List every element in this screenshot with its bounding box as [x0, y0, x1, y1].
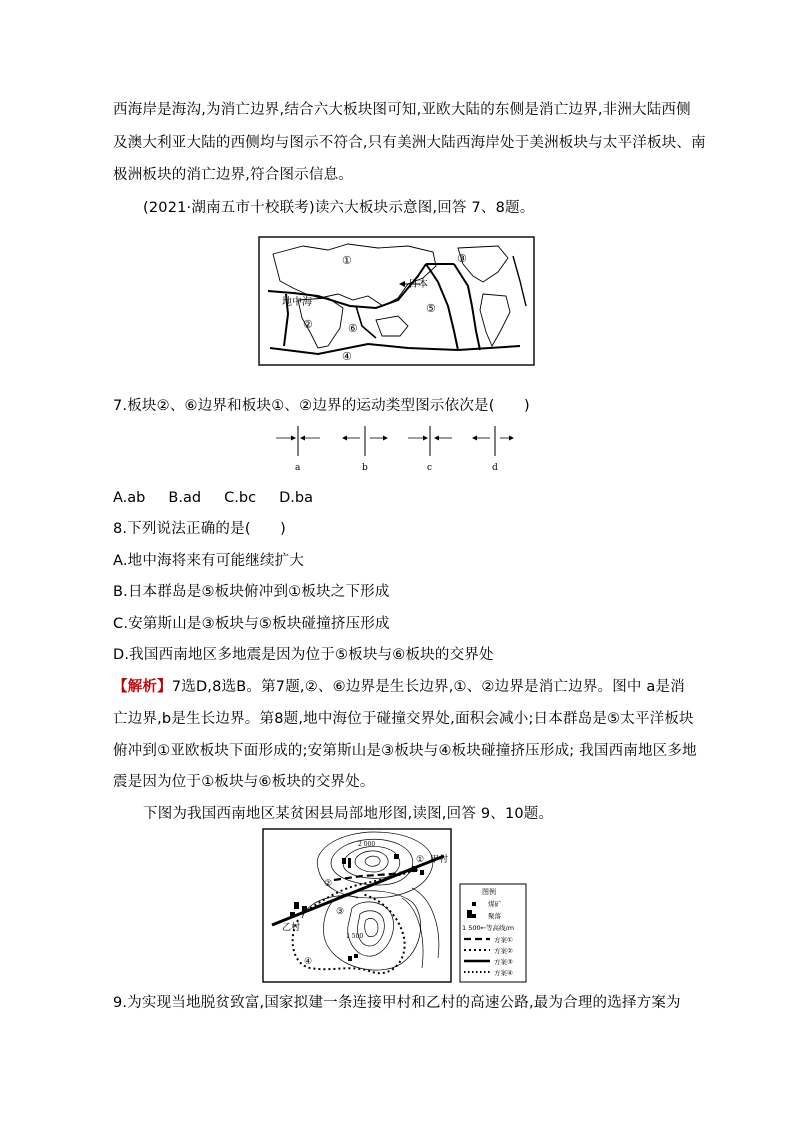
legend-scheme-2: 方案② — [494, 947, 513, 955]
route-marker-2: ② — [324, 879, 333, 889]
intro-line-1: 西海岸是海沟,为消亡边界,结合六大板块图可知,亚欧大陆的东侧是消亡边界,非洲大陆西侧 — [113, 102, 691, 118]
intro-line-3: 极洲板块的消亡边界,符合图示信息。 — [113, 167, 354, 183]
route-marker-3: ③ — [336, 907, 345, 917]
q8-option-a[interactable]: A.地中海将来有可能继续扩大 — [113, 553, 305, 569]
q7-option-d[interactable]: D.ba — [279, 490, 313, 506]
topographic-map — [262, 828, 532, 984]
six-plates-map — [258, 236, 535, 366]
q8-stem: 8.下列说法正确的是( ) — [113, 521, 286, 537]
q8-option-c[interactable]: C.安第斯山是③板块与⑤板块碰撞挤压形成 — [113, 616, 390, 632]
analysis-line-3: 俯冲到①亚欧板块下面形成的;安第斯山是③板块与④板块碰撞挤压形成; 我国西南地区多地 — [113, 743, 697, 759]
plate-3-label: ③ — [457, 252, 467, 265]
analysis-line-1 — [113, 677, 685, 697]
q8-option-d[interactable]: D.我国西南地区多地震是因为位于⑤板块与⑥板块的交界处 — [113, 647, 494, 663]
legend-scheme-3: 方案③ — [494, 958, 513, 966]
legend — [460, 884, 526, 982]
q8-option-b[interactable]: B.日本群岛是⑤板块俯冲到①板块之下形成 — [113, 584, 390, 600]
diagram-b — [342, 426, 388, 473]
plate-5-label: ⑤ — [426, 302, 436, 315]
legend-scheme-1: 方案① — [494, 936, 513, 944]
diagram-d — [472, 426, 514, 473]
boundary-motion-diagrams — [270, 424, 515, 474]
legend-coal: 煤矿 — [488, 900, 501, 908]
diagram-c — [408, 426, 452, 473]
japan-label: 日本 — [408, 279, 428, 290]
plate-1-label: ① — [342, 254, 352, 267]
q910-intro: 下图为我国西南地区某贫困县局部地形图,读图,回答 9、10题。 — [143, 806, 554, 822]
legend-title: 图例 — [482, 888, 496, 896]
analysis-text-1: 7选D,8选B。第7题,②、⑥边界是生长边界,①、②边界是消亡边界。图中 a是消 — [171, 679, 685, 695]
diagram-a — [276, 426, 320, 473]
analysis-line-4: 震是因为位于①板块与⑥板块的交界处。 — [113, 774, 375, 790]
analysis-tag: 【解析】 — [113, 679, 172, 695]
analysis-line-2: 亡边界,b是生长边界。第8题,地中海位于碰撞交界处,面积会减小;日本群岛是⑤太平洋板块 — [113, 711, 694, 727]
contour-label-2000: 2 000 — [358, 841, 376, 848]
village-yi-label: 乙村 — [282, 923, 301, 933]
q9-stem: 9.为实现当地脱贫致富,国家拟建一条连接甲村和乙村的高速公路,最为合理的选择方案为 — [113, 995, 681, 1011]
q7-options — [113, 488, 313, 508]
q7-option-b[interactable]: B.ad — [168, 490, 202, 506]
label-d: d — [492, 463, 498, 473]
route-marker-4: ④ — [304, 957, 313, 967]
contour-label-1500: 1 500 — [346, 933, 364, 940]
legend-contour: 1 500←等高线/m — [462, 924, 515, 932]
q7-stem: 7.板块②、⑥边界和板块①、②边界的运动类型图示依次是( ) — [113, 398, 530, 414]
route-marker-1: ① — [416, 855, 425, 865]
label-a: a — [295, 463, 301, 473]
label-b: b — [362, 463, 368, 473]
mediterranean-label: 地中海 — [282, 297, 312, 308]
village-jia-label: 甲村 — [430, 855, 449, 865]
q7-option-c[interactable]: C.bc — [224, 490, 257, 506]
plate-4-label: ④ — [342, 350, 352, 363]
intro-line-2: 及澳大利亚大陆的西侧均与图示不符合,只有美洲大陆西海岸处于美洲板块与太平洋板块、南 — [113, 135, 706, 151]
q78-intro: (2021·湖南五市十校联考)读六大板块示意图,回答 7、8题。 — [143, 200, 535, 216]
plate-2-label: ② — [303, 318, 313, 331]
plate-6-label: ⑥ — [348, 322, 358, 335]
legend-settlement: 聚落 — [488, 912, 501, 920]
label-c: c — [427, 463, 433, 473]
legend-scheme-4: 方案④ — [494, 969, 513, 977]
q7-option-a[interactable]: A.ab — [113, 490, 146, 506]
